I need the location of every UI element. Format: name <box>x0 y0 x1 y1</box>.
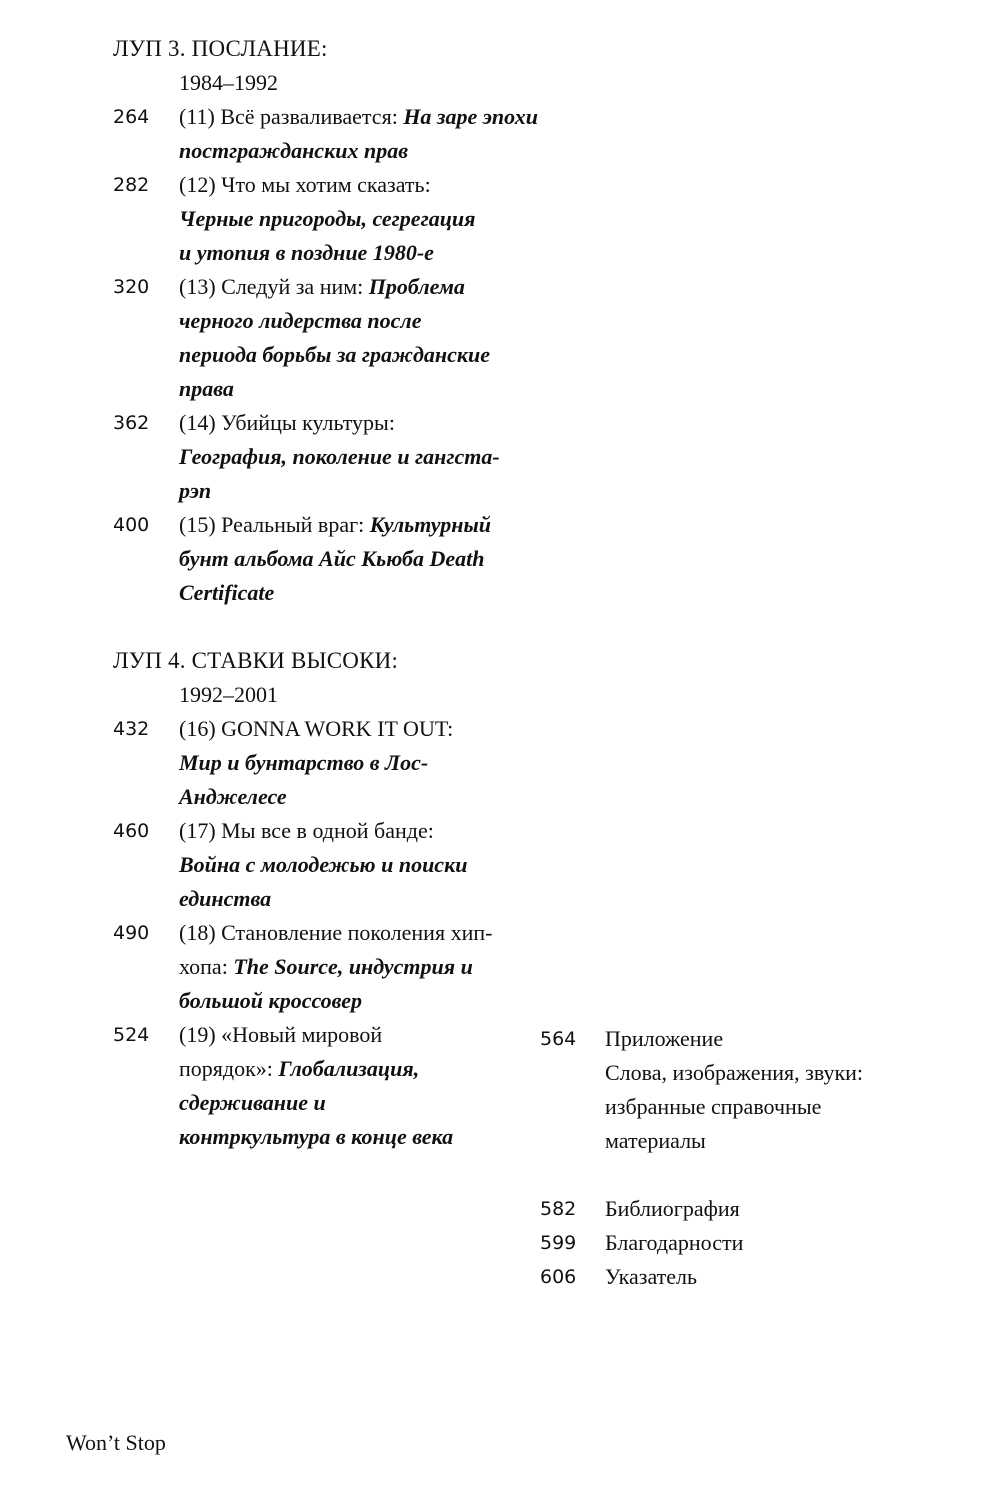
chapter-subtitle: География, поколение и гангста-рэп <box>179 444 500 503</box>
chapter-subtitle: Глобализация, сдерживание и контркультура в конце века <box>179 1056 454 1149</box>
page-number: 582 <box>540 1198 577 1220</box>
toc-entry <box>113 406 553 508</box>
chapter-title: (16) GONNA WORK IT OUT: <box>179 716 454 741</box>
chapter-title: (17) Мы все в одной банде: <box>179 818 434 843</box>
toc-left-column <box>113 32 553 1154</box>
page-number: 606 <box>540 1266 577 1288</box>
chapter-subtitle: Проблема черного лидерства после периода борьбы за гражданские права <box>179 274 491 401</box>
toc-entry-bibliography <box>540 1192 970 1226</box>
index-title: Указатель <box>605 1264 698 1289</box>
toc-entry <box>113 1018 553 1154</box>
chapter-title: (14) Убийцы культуры: <box>179 410 395 435</box>
acknowledgments-title: Благодарности <box>605 1230 744 1255</box>
section-title: ЛУП 3. ПОСЛАНИЕ: <box>113 36 328 61</box>
chapter-title: (19) «Новый мировой порядок»: <box>179 1022 383 1081</box>
chapter-subtitle: Война с молодежью и поиски единства <box>179 852 468 911</box>
page-number: 490 <box>113 922 150 944</box>
page-number: 564 <box>540 1028 577 1050</box>
running-title: Won’t Stop <box>66 1430 166 1455</box>
chapter-subtitle: Культурный бунт альбома Айс Кьюба Death Certificate <box>179 512 491 605</box>
chapter-subtitle: Мир и бунтарство в Лос-Анджелесе <box>179 750 429 809</box>
toc-entry-acknowledgments <box>540 1226 970 1260</box>
section-title: ЛУП 4. СТАВКИ ВЫСОКИ: <box>113 648 399 673</box>
chapter-title: (18) Становление поколения хип-хопа: <box>179 920 493 979</box>
appendix-title: Приложение <box>605 1026 724 1051</box>
chapter-title: (11) Всё разваливается: <box>179 104 398 129</box>
chapter-title: (13) Следуй за ним: <box>179 274 364 299</box>
chapter-subtitle: На заре эпохи постгражданских прав <box>179 104 538 163</box>
toc-entry <box>113 168 553 270</box>
toc-right-column <box>540 1022 970 1294</box>
chapter-title: (15) Реальный враг: <box>179 512 365 537</box>
appendix-subtitle: Слова, изображения, звуки: избранные справочные материалы <box>605 1060 864 1153</box>
page-number: 264 <box>113 106 150 128</box>
section-years: 1992–2001 <box>179 682 278 707</box>
toc-entry <box>113 916 553 1018</box>
page-number: 400 <box>113 514 150 536</box>
chapter-subtitle: Черные пригороды, сегрегация и утопия в поздние 1980-е <box>179 206 476 265</box>
chapter-subtitle: The Source, индустрия и большой кроссовер <box>179 954 473 1013</box>
toc-entry-appendix <box>540 1022 970 1158</box>
chapter-title: (12) Что мы хотим сказать: <box>179 172 431 197</box>
page-number: 282 <box>113 174 150 196</box>
toc-entry <box>113 712 553 814</box>
bibliography-title: Библиография <box>605 1196 740 1221</box>
toc-entry-index <box>540 1260 970 1294</box>
toc-entry <box>113 814 553 916</box>
page-number: 320 <box>113 276 150 298</box>
page-number: 432 <box>113 718 150 740</box>
toc-entry <box>113 100 553 168</box>
toc-entry <box>113 270 553 406</box>
page-number: 524 <box>113 1024 150 1046</box>
toc-entry <box>113 508 553 610</box>
page-number: 599 <box>540 1232 577 1254</box>
section-years: 1984–1992 <box>179 70 278 95</box>
page-number: 362 <box>113 412 150 434</box>
page-number: 460 <box>113 820 150 842</box>
